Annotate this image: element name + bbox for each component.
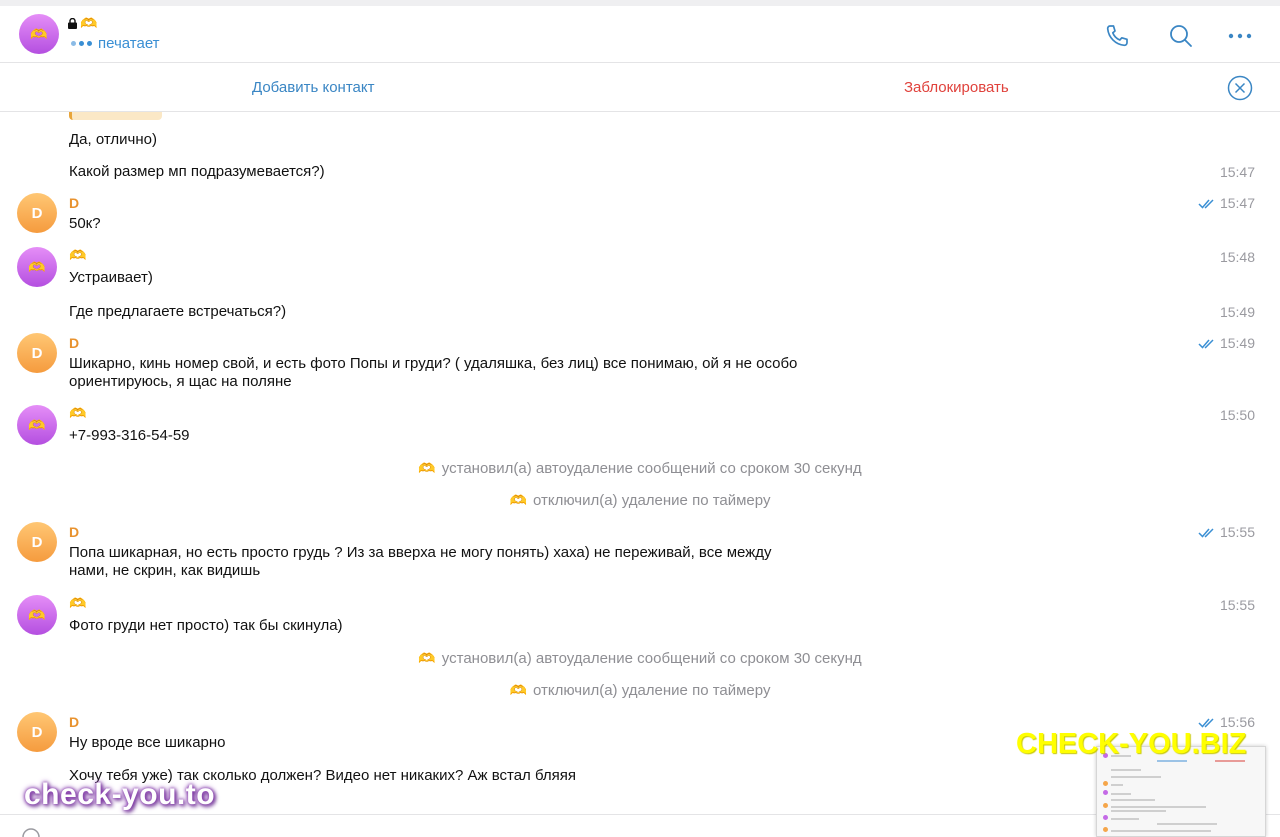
message-text: Попа шикарная, но есть просто грудь ? Из за вверха не могу понять) хаха) не переживай, все между нами, не скрин, как видишь <box>69 544 772 579</box>
message-time: 15:55 <box>1219 597 1255 613</box>
sender-name[interactable]: 🫶 <box>69 595 87 611</box>
read-check-icon <box>1198 717 1216 728</box>
avatar[interactable]: 🫶 <box>17 595 57 635</box>
sender-name[interactable]: D <box>69 195 80 211</box>
watermark-left: check-you.to <box>24 778 216 811</box>
avatar[interactable]: D <box>17 522 57 562</box>
typing-dots-icon <box>71 41 92 46</box>
read-check-icon <box>1198 198 1216 209</box>
avatar[interactable]: D <box>17 333 57 373</box>
close-icon[interactable] <box>1227 75 1253 101</box>
service-message: 🫶 установил(а) автоудаление сообщений со сроком 30 секунд <box>418 650 862 667</box>
message-text: Да, отлично) <box>69 131 157 148</box>
typing-status <box>71 35 160 52</box>
phone-icon[interactable] <box>1103 22 1131 50</box>
sender-name[interactable]: D <box>69 524 80 540</box>
message-time: 15:56 <box>1198 714 1255 730</box>
message-time: 15:47 <box>1219 164 1255 180</box>
message-text[interactable]: +7-993-316-54-59 <box>69 427 190 444</box>
avatar[interactable]: D <box>17 712 57 752</box>
message-text: 50к? <box>69 215 101 232</box>
heart-hands-emoji: 🫶 <box>30 26 48 42</box>
message-list[interactable] <box>0 112 1280 814</box>
add-contact-button[interactable]: Добавить контакт <box>252 79 375 96</box>
typing-status-text: печатает <box>98 35 160 52</box>
watermark-right: CHECK-YOU.BIZ <box>1016 728 1247 760</box>
block-button[interactable]: Заблокировать <box>904 79 1009 96</box>
message-text: Хочу тебя уже) так сколько должен? Видео нет никаких? Аж встал бляяя <box>69 767 576 784</box>
sender-name[interactable]: 🫶 <box>69 247 87 263</box>
chat-title-emoji: 🫶 <box>80 15 98 31</box>
message-composer[interactable] <box>0 814 1280 836</box>
sender-name[interactable]: 🫶 <box>69 405 87 421</box>
message-time: 15:48 <box>1219 249 1255 265</box>
message-text: Фото груди нет просто) так бы скинула) <box>69 617 343 634</box>
more-icon[interactable] <box>1226 22 1254 50</box>
chat-avatar[interactable] <box>19 14 59 54</box>
avatar[interactable]: 🫶 <box>17 405 57 445</box>
service-message: 🫶 установил(а) автоудаление сообщений со сроком 30 секунд <box>418 460 862 477</box>
message-text: Устраивает) <box>69 269 153 286</box>
emoji-icon[interactable] <box>22 827 40 837</box>
message-text: Ну вроде все шикарно <box>69 734 226 751</box>
lock-icon <box>68 18 77 29</box>
message-time: 15:49 <box>1219 304 1255 320</box>
contact-action-bar <box>0 63 1280 112</box>
service-message: 🫶 отключил(а) удаление по таймеру <box>509 682 771 699</box>
chat-header <box>0 6 1280 63</box>
message-time: 15:55 <box>1198 524 1255 540</box>
read-check-icon <box>1198 338 1216 349</box>
avatar[interactable]: 🫶 <box>17 247 57 287</box>
clipped-reply-bubble <box>69 112 162 120</box>
message-text: Где предлагаете встречаться?) <box>69 303 287 320</box>
sender-name[interactable]: D <box>69 714 80 730</box>
message-time: 15:47 <box>1198 195 1255 211</box>
chat-title[interactable] <box>68 16 97 30</box>
service-message: 🫶 отключил(а) удаление по таймеру <box>509 492 771 509</box>
read-check-icon <box>1198 527 1216 538</box>
message-text: Какой размер мп подразумевается?) <box>69 163 325 180</box>
avatar[interactable]: D <box>17 193 57 233</box>
message-text: Шикарно, кинь номер свой, и есть фото Попы и груди? ( удаляшка, без лиц) все понимаю, ой я не особо ориентируюсь, я щас на поляне <box>69 355 798 390</box>
message-time: 15:49 <box>1198 335 1255 351</box>
search-icon[interactable] <box>1167 22 1195 50</box>
sender-name[interactable]: D <box>69 335 80 351</box>
message-time: 15:50 <box>1219 407 1255 423</box>
